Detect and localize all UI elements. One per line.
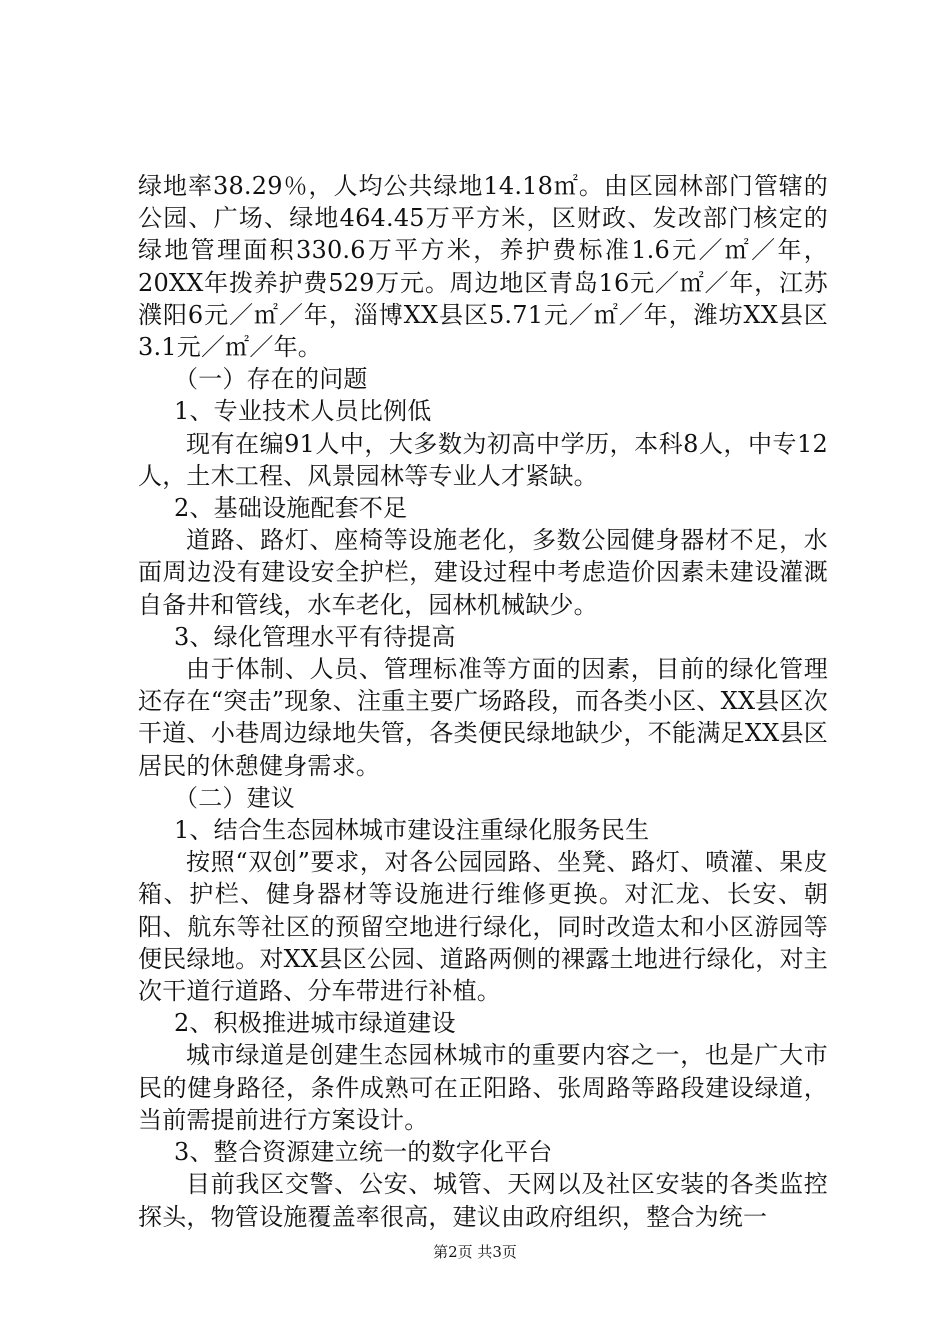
paragraph-management: 由于体制、人员、管理标准等方面的因素，目前的绿化管理还存在“突击”现象、注重主要广场路段，而各类小区、XX县区次干道、小巷周边绿地失管，各类便民绿地缺少，不能满足XX县区居民的休憩健身需求。 xyxy=(138,655,828,780)
document-body xyxy=(138,170,828,1233)
subheading-digital-platform: 3、整合资源建立统一的数字化平台 xyxy=(174,1138,553,1167)
subheading-greenway: 2、积极推进城市绿道建设 xyxy=(174,1009,456,1038)
subheading-management: 3、绿化管理水平有待提高 xyxy=(174,622,456,651)
paragraph-digital-platform: 目前我区交警、公安、城管、天网以及社区安装的各类监控探头，物管设施覆盖率很高，建议由政府组织，整合为统一 xyxy=(138,1170,828,1231)
paragraph-eco-garden: 按照“双创”要求，对各公园园路、坐凳、路灯、喷灌、果皮箱、护栏、健身器材等设施进行维修更换。对汇龙、长安、朝阳、航东等社区的预留空地进行绿化，同时改造太和小区游园等便民绿地。对XX县区公园、道路两侧的裸露土地进行绿化，对主次干道行道路、分车带进行补植。 xyxy=(138,848,828,1006)
paragraph-greenway: 城市绿道是创建生态园林城市的重要内容之一，也是广大市民的健身路径，条件成熟可在正阳路、张周路等路段建设绿道，当前需提前进行方案设计。 xyxy=(138,1041,828,1134)
page-footer: 第2页 共3页 xyxy=(433,1243,517,1261)
section-heading-problems: （一）存在的问题 xyxy=(174,365,368,394)
paragraph-continued: 绿地率38.29％，人均公共绿地14.18㎡。由区园林部门管辖的公园、广场、绿地464.45万平方米，区财政、发改部门核定的绿地管理面积330.6万平方米，养护费标准1.6元／㎡／年，20XX年拨养护费529万元。周边地区青岛16元／㎡／年，江苏濮阳6元／㎡／年，淄博XX县区5.71元／㎡／年，潍坊XX县区3.1元／㎡／年。 xyxy=(138,172,828,362)
section-heading-suggestions: （二）建议 xyxy=(174,783,295,812)
subheading-staff-ratio: 1、专业技术人员比例低 xyxy=(174,397,432,426)
subheading-infrastructure: 2、基础设施配套不足 xyxy=(174,494,408,523)
paragraph-staff: 现有在编91人中，大多数为初高中学历，本科8人，中专12人，土木工程、风景园林等专业人才紧缺。 xyxy=(138,429,828,490)
subheading-eco-garden: 1、结合生态园林城市建设注重绿化服务民生 xyxy=(174,816,650,845)
paragraph-infrastructure: 道路、路灯、座椅等设施老化，多数公园健身器材不足，水面周边没有建设安全护栏，建设过程中考虑造价因素未建设灌溉自备井和管线，水车老化，园林机械缺少。 xyxy=(138,526,828,619)
